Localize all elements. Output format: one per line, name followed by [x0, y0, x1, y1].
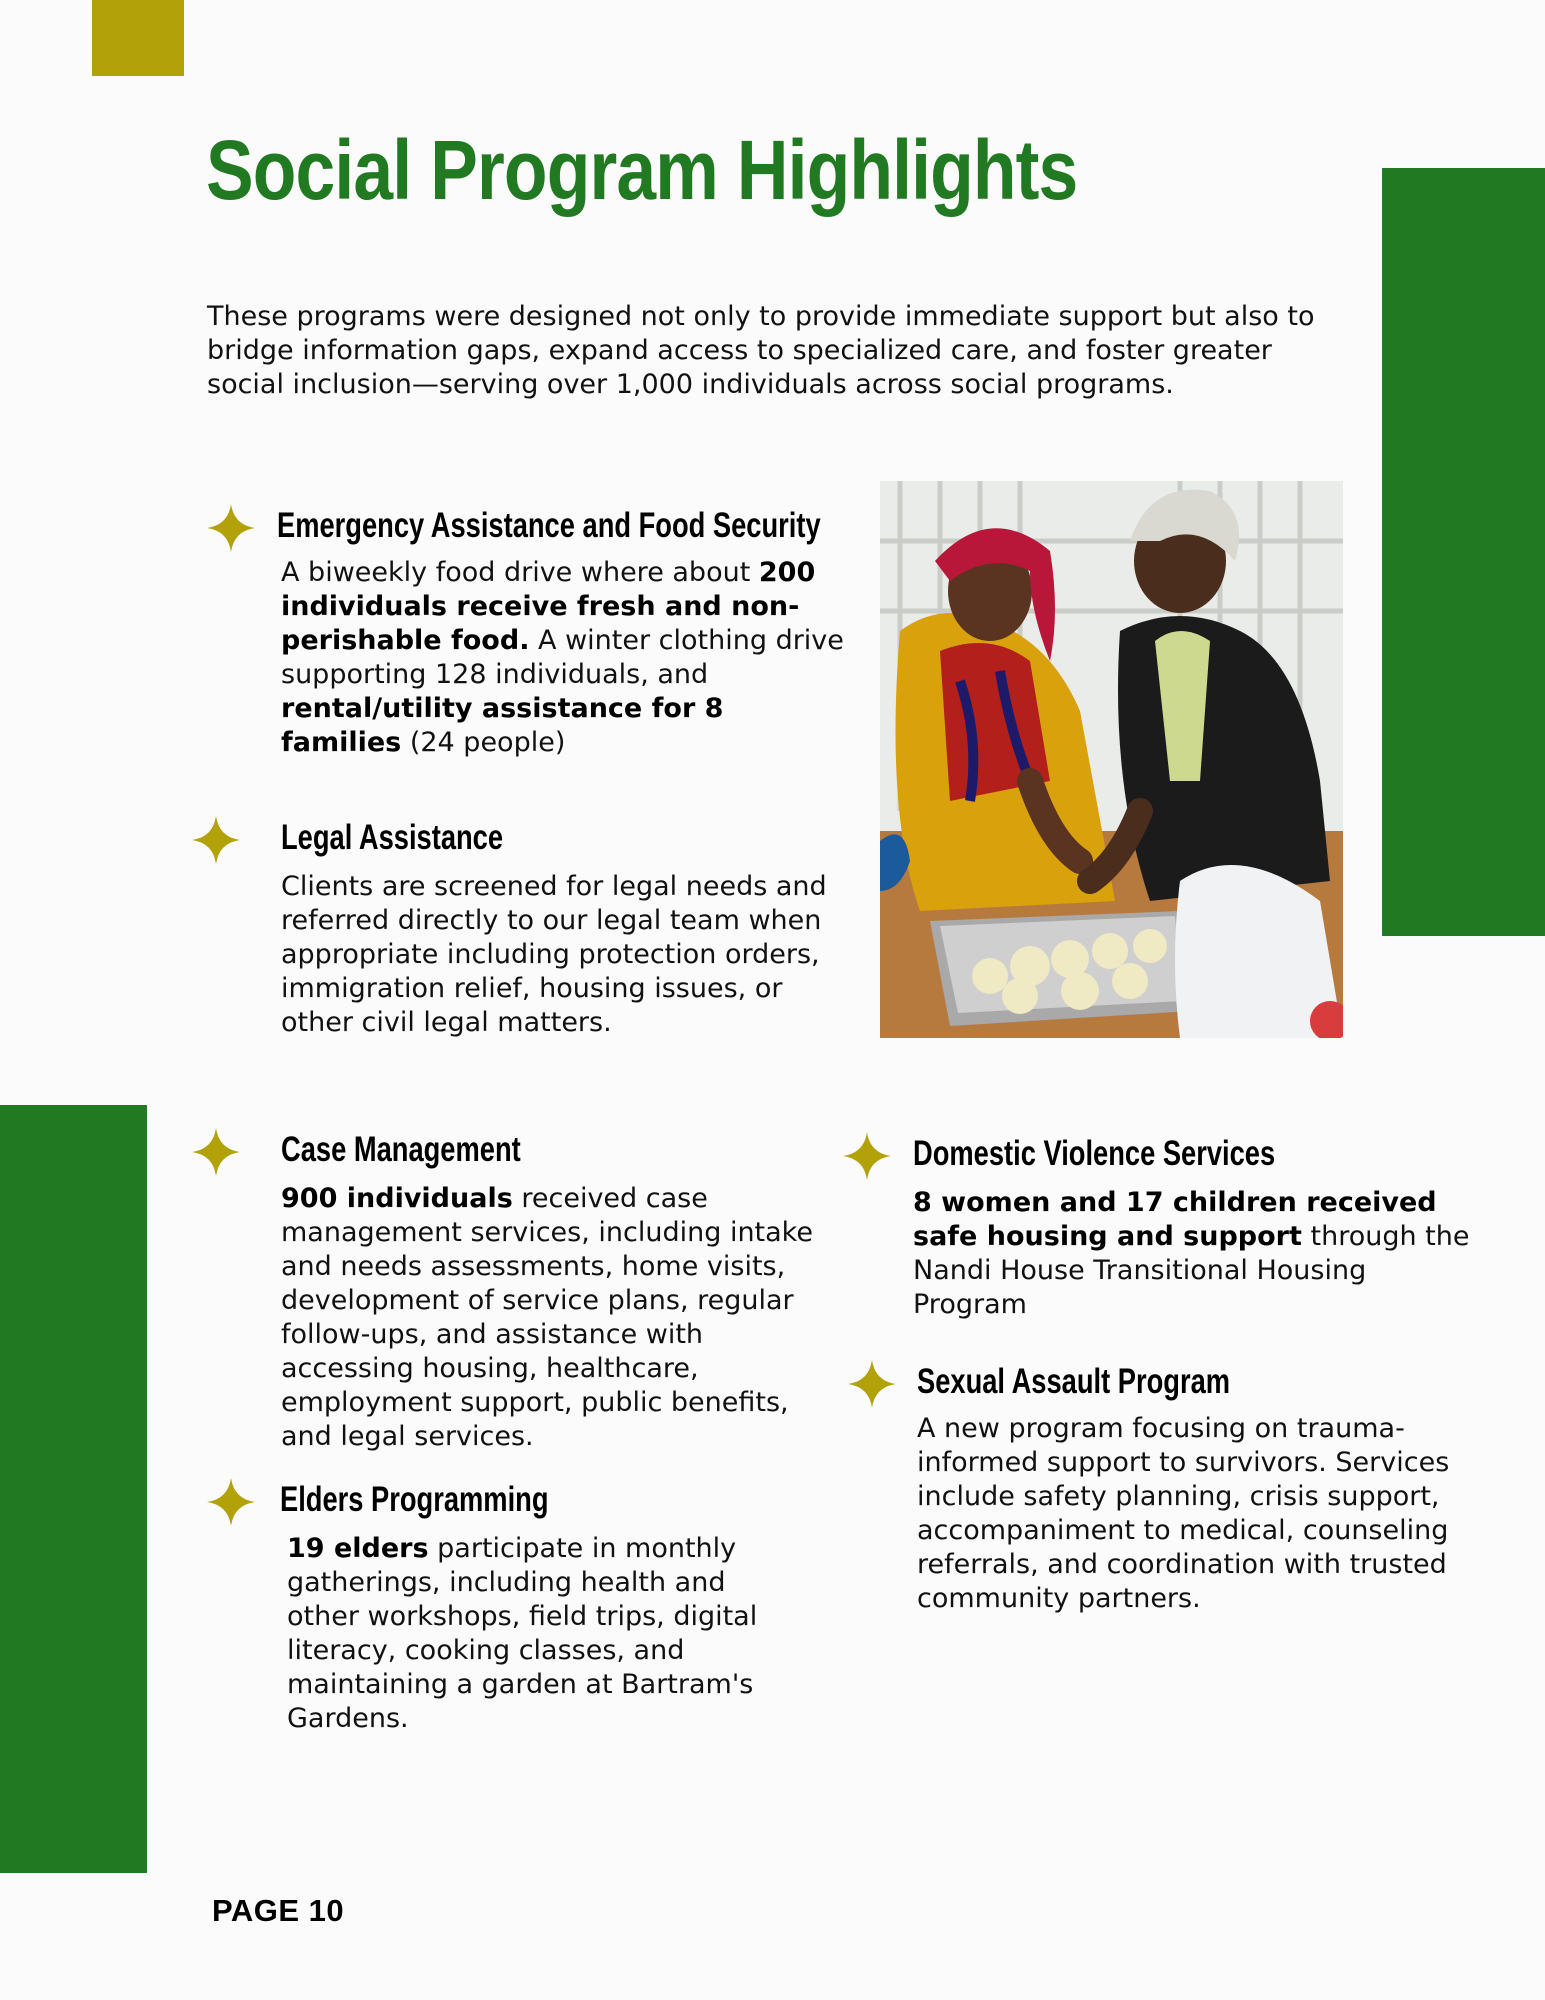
star-icon: [843, 1132, 891, 1180]
section-text-sexual-assault: A new program focusing on trauma-informed support to survivors. Services include safety planning, crisis support, accompaniment to medical, counseling referrals, and coordination with trusted community partners.: [917, 1413, 1450, 1614]
star-icon: [848, 1360, 896, 1408]
section-heading-legal: Legal Assistance: [281, 818, 504, 857]
green-accent-bar-right: [1382, 168, 1545, 936]
section-heading-sexual-assault: Sexual Assault Program: [917, 1362, 1231, 1401]
section-text-elders: 19 elders participate in monthly gatherings, including health and other workshops, field trips, digital literacy, cooking classes, and maintaining a garden at Bartram's Gardens.: [287, 1533, 758, 1734]
gold-corner-block: [92, 0, 184, 76]
section-text-emergency: A biweekly food drive where about 200 individuals receive fresh and non-perishable food. A winter clothing drive supporting 128 individuals, and rental/utility assistance for 8 families (24 people): [281, 557, 844, 758]
star-icon: [192, 1128, 240, 1176]
section-text-legal: Clients are screened for legal needs and referred directly to our legal team when appropriate including protection orders, immigration relief, housing issues, or other civil legal matters.: [281, 871, 827, 1038]
star-icon: [207, 504, 255, 552]
section-text-case-management: 900 individuals received case management services, including intake and needs assessments, home visits, development of service plans, regular follow-ups, and assistance with accessing housing, healthcare, employment support, public benefits, and legal services.: [281, 1183, 813, 1452]
section-heading-case-management: Case Management: [281, 1130, 521, 1169]
program-photo: [880, 481, 1343, 1038]
star-icon: [192, 816, 240, 864]
page-title: Social Program Highlights: [206, 123, 1078, 217]
green-accent-bar-left: [0, 1105, 147, 1873]
page-number: PAGE 10: [212, 1893, 345, 1928]
section-heading-elders: Elders Programming: [280, 1480, 549, 1519]
section-heading-emergency: Emergency Assistance and Food Security: [277, 506, 821, 545]
section-text-domestic-violence: 8 women and 17 children received safe housing and support through the Nandi House Transitional Housing Program: [913, 1187, 1470, 1320]
section-heading-domestic-violence: Domestic Violence Services: [913, 1134, 1276, 1173]
intro-paragraph: These programs were designed not only to provide immediate support but also to bridge information gaps, expand access to specialized care, and foster greater social inclusion—serving over 1,000 individuals across social programs.: [207, 301, 1315, 400]
star-icon: [207, 1478, 255, 1526]
